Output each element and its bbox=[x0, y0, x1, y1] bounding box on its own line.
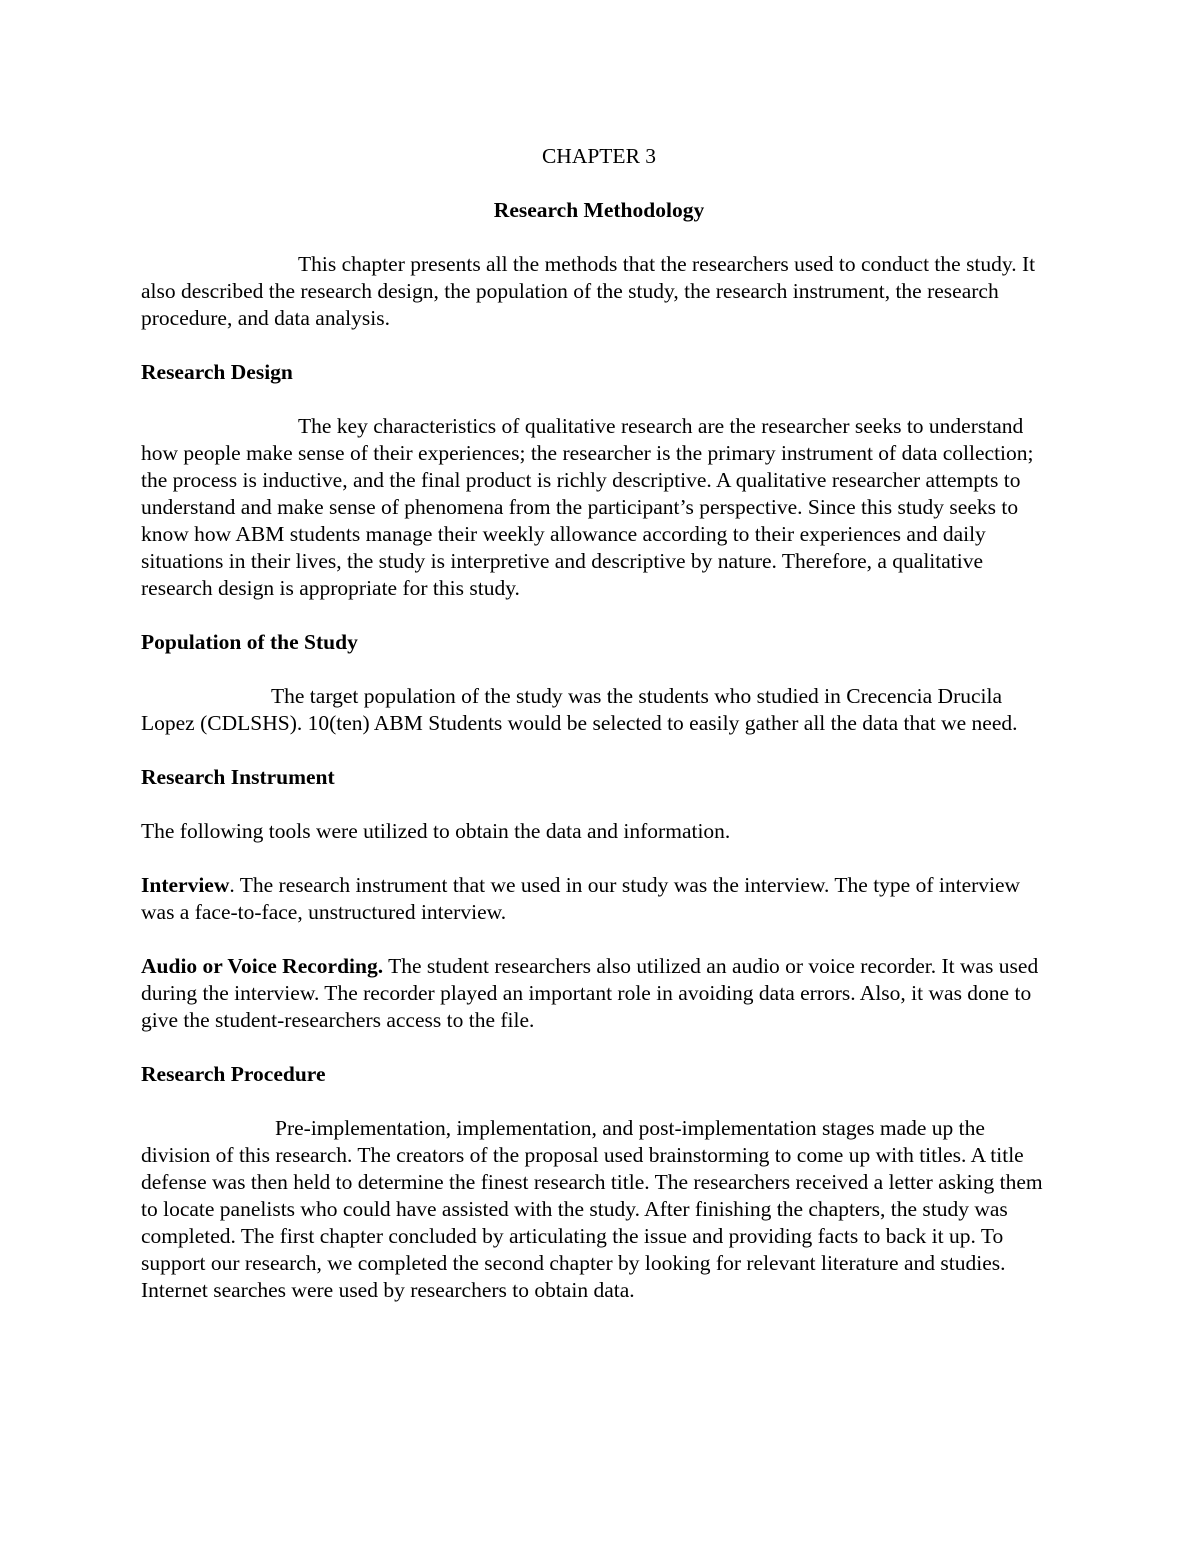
instrument-intro-paragraph: The following tools were utilized to obtain the data and information. bbox=[141, 819, 731, 843]
audio-recording-paragraph bbox=[141, 953, 1057, 1034]
research-instrument-heading: Research Instrument bbox=[141, 765, 335, 789]
chapter-label: CHAPTER 3 bbox=[541, 144, 657, 168]
document-page bbox=[141, 143, 1057, 1304]
audio-recording-lead: Audio or Voice Recording. bbox=[141, 954, 384, 978]
population-paragraph: The target population of the study was the students who studied in Crecencia Drucila Lopez (CDLSHS). 10(ten) ABM Students would be selected to easily gather all the data that we need. bbox=[141, 684, 1018, 735]
research-design-paragraph: The key characteristics of qualitative research are the researcher seeks to understand how people make sense of their experiences; the researcher is the primary instrument of data collection; the process is inductive, and the final product is richly descriptive. A qualitative researcher attempts to understand and make sense of phenomena from the participant’s perspective. Since this study seeks to know how ABM students manage their weekly allowance according to their experiences and daily situations in their lives, the study is interpretive and descriptive by nature. Therefore, a qualitative research design is appropriate for this study. bbox=[141, 414, 1034, 600]
interview-lead: Interview bbox=[141, 873, 230, 897]
research-design-heading: Research Design bbox=[141, 360, 293, 384]
population-heading: Population of the Study bbox=[141, 630, 358, 654]
audio-recording-text: The student researchers also utilized an audio or voice recorder. It was used during the interview. The recorder played an important role in avoiding data errors. Also, it was done to give the student-researchers access to the file. bbox=[141, 954, 1039, 1032]
research-procedure-heading: Research Procedure bbox=[141, 1062, 326, 1086]
interview-paragraph bbox=[141, 872, 1057, 926]
page-title: Research Methodology bbox=[493, 198, 705, 222]
interview-text: . The research instrument that we used in our study was the interview. The type of interview was a face-to-face, unstructured interview. bbox=[141, 873, 1021, 924]
intro-paragraph: This chapter presents all the methods that the researchers used to conduct the study. It also described the research design, the population of the study, the research instrument, the research procedure, and data analysis. bbox=[141, 252, 1036, 330]
research-procedure-paragraph: Pre-implementation, implementation, and post-implementation stages made up the division of this research. The creators of the proposal used brainstorming to come up with titles. A title defense was then held to determine the finest research title. The researchers received a letter asking them to locate panelists who could have assisted with the study. After finishing the chapters, the study was completed. The first chapter concluded by articulating the issue and providing facts to back it up. To support our research, we completed the second chapter by looking for relevant literature and studies. Internet searches were used by researchers to obtain data. bbox=[141, 1116, 1043, 1302]
